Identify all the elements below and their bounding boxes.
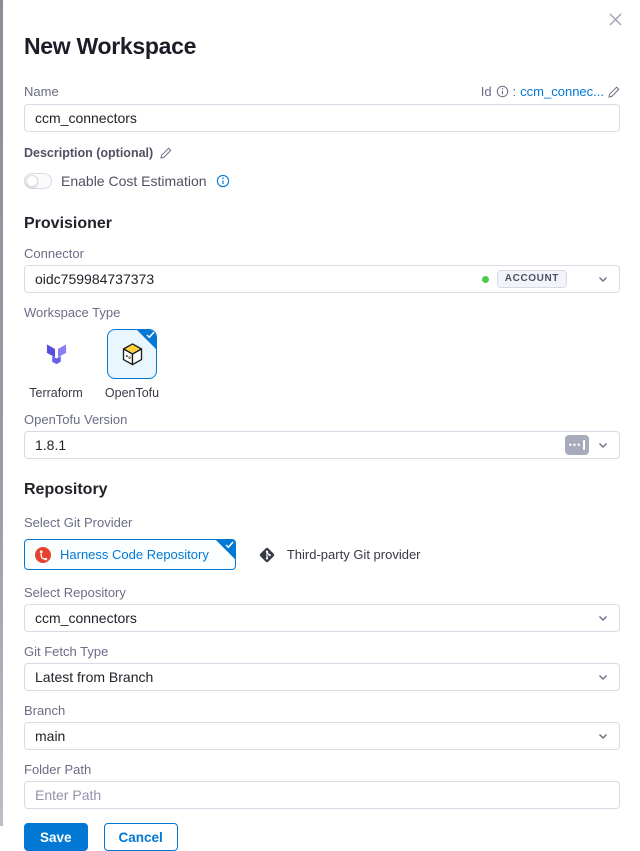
id-label: Id xyxy=(480,84,492,99)
workspace-type-label-opentofu: OpenTofu xyxy=(104,386,160,400)
git-provider-icon xyxy=(257,545,277,565)
version-value: 1.8.1 xyxy=(35,437,67,453)
info-icon[interactable] xyxy=(216,174,230,188)
connector-label: Connector xyxy=(24,246,84,261)
more-options-icon[interactable]: ••• xyxy=(565,435,589,455)
status-dot xyxy=(482,276,489,283)
workspace-type-label: Workspace Type xyxy=(24,305,121,320)
git-fetch-type-value: Latest from Branch xyxy=(35,669,154,685)
connector-value: oidc759984737373 xyxy=(35,271,155,287)
selected-corner xyxy=(215,539,236,560)
provider-label: Third-party Git provider xyxy=(286,547,421,562)
branch-value: main xyxy=(35,728,66,744)
harness-code-icon xyxy=(35,547,51,563)
edit-icon[interactable] xyxy=(608,86,620,98)
provisioner-heading: Provisioner xyxy=(24,215,113,232)
info-icon xyxy=(496,85,509,98)
provider-third-party[interactable] xyxy=(257,545,421,565)
git-fetch-type-label: Git Fetch Type xyxy=(24,644,109,659)
branch-select[interactable] xyxy=(24,722,620,750)
repository-select[interactable] xyxy=(24,604,620,632)
repository-heading: Repository xyxy=(24,481,108,498)
id-separator: : xyxy=(512,84,517,99)
version-label: OpenTofu Version xyxy=(24,412,128,427)
workspace-type-label-terraform: Terraform xyxy=(29,386,83,400)
cost-estimation-toggle[interactable] xyxy=(24,173,52,189)
chevron-down-icon xyxy=(597,273,609,285)
id-value: ccm_connec... xyxy=(520,84,604,99)
git-provider-label: Select Git Provider xyxy=(24,515,133,530)
cost-estimation-label: Enable Cost Estimation xyxy=(61,173,207,189)
provider-label: Harness Code Repository xyxy=(60,547,209,562)
git-provider-options xyxy=(24,539,620,570)
terraform-icon xyxy=(43,341,70,368)
folder-path-label: Folder Path xyxy=(24,762,92,777)
name-label: Name xyxy=(24,84,59,99)
edit-icon[interactable] xyxy=(160,147,172,159)
save-button[interactable]: Save xyxy=(24,823,88,851)
connector-select[interactable] xyxy=(24,265,620,293)
git-fetch-type-select[interactable] xyxy=(24,663,620,691)
provider-harness-code[interactable] xyxy=(24,539,236,570)
scope-badge: ACCOUNT xyxy=(497,270,567,288)
folder-path-input[interactable] xyxy=(24,781,620,809)
chevron-down-icon xyxy=(597,439,609,451)
opentofu-icon xyxy=(119,341,146,368)
chevron-down-icon xyxy=(597,730,609,742)
toggle-knob xyxy=(26,175,38,187)
description-label: Description (optional) xyxy=(24,146,154,160)
chevron-down-icon xyxy=(597,671,609,683)
branch-label: Branch xyxy=(24,703,66,718)
select-repository-label: Select Repository xyxy=(24,585,126,600)
chevron-down-icon xyxy=(597,612,609,624)
version-select[interactable] xyxy=(24,431,620,459)
workspace-id xyxy=(481,84,620,99)
workspace-type-opentofu[interactable] xyxy=(107,329,157,379)
name-input[interactable] xyxy=(24,104,620,132)
cancel-button[interactable]: Cancel xyxy=(104,823,178,851)
workspace-type-options xyxy=(24,329,620,400)
workspace-type-terraform[interactable] xyxy=(31,329,81,379)
page-title: New Workspace xyxy=(24,33,197,59)
repository-value: ccm_connectors xyxy=(35,610,137,626)
close-icon[interactable] xyxy=(606,10,624,28)
